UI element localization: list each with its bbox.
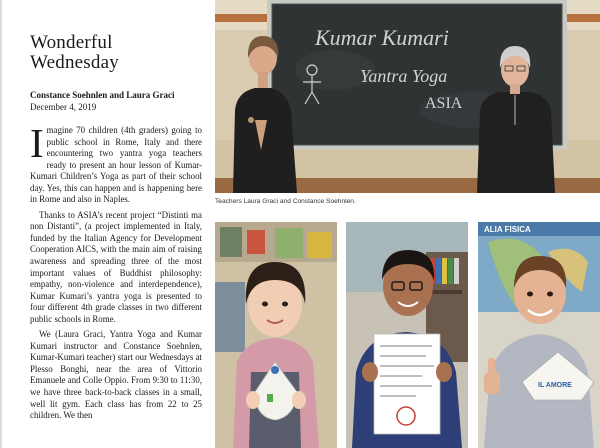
chalk-text-2: Yantra Yoga: [360, 66, 448, 86]
article-title: [30, 33, 202, 73]
paragraph-2: Thanks to ASIA’s recent project “Distinti ma non Distanti”, (a project implemented in Italy, funded by the Italian Agency for Development Cooperation AICS, with the main aim of raising awareness and spreading three of the most important values of Buddhist philosophy: empathy, non-violence and interdependence), Kumar Kumari’s yantra yoga is presented to four different 4th grade classes in two different public schools in Rome.: [30, 209, 202, 324]
boat-text: IL AMORE: [538, 382, 572, 389]
boy-thumbs-up-photo: [478, 222, 600, 448]
boy-with-sign-photo: [346, 222, 468, 448]
chalk-text-3: ASIA: [425, 95, 463, 112]
drop-cap: I: [30, 120, 44, 166]
girl-with-craft-photo: [215, 222, 337, 448]
teachers-photo: [215, 0, 600, 193]
paragraph-3: We (Laura Graci, Yantra Yoga and Kumar Kumari instructor and Constance Soehnlen, Kumar-Kumari teacher) start our Wednesdays at Plesso Bonghi, near the area of Vittorio Emanuele and Colle Oppio. From 9:30 to 11:30, we have three back-to-back classes in a small, well lit gym. Each class has from 22 to 25 children. We then: [30, 329, 202, 421]
article-body: [30, 120, 202, 426]
title-line-1: Wonderful: [30, 32, 113, 53]
title-line-2: Wednesday: [30, 52, 119, 73]
article-authors: Constance Soehnlen and Laura Graci: [30, 90, 175, 100]
handmade-sign: [374, 334, 440, 434]
article-text-column: [30, 0, 202, 448]
photo-caption: Teachers Laura Graci and Constance Soehnlen.: [215, 198, 356, 205]
paragraph-1: [30, 120, 202, 206]
chalk-text-1: Kumar Kumari: [315, 25, 449, 50]
page-edge-shadow: [0, 0, 3, 448]
paragraph-1-text: magine 70 children (4th graders) going to public school in Rome, Italy and there encountering two yantra yoga teachers ready to present an hour lesson of Kumar-Kumari Children’s Yoga as part of their school day. Yes, this can happen and is happening here in Rome and also in Naples.: [30, 125, 202, 205]
article-date: December 4, 2019: [30, 102, 97, 112]
map-label: ALIA FISICA: [484, 225, 531, 234]
